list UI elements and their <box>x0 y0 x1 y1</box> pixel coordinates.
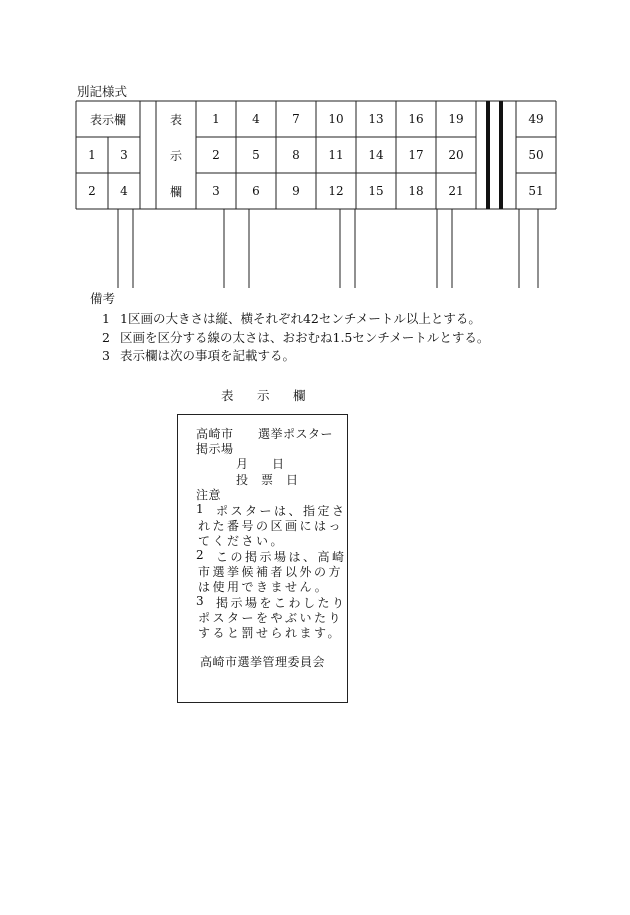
break-mark-left <box>486 101 490 209</box>
section-number: 49 <box>528 112 544 126</box>
section-number: 6 <box>252 184 260 198</box>
section-number: 19 <box>448 112 464 126</box>
section-number: 18 <box>408 184 424 198</box>
side-label-char: 示 <box>169 148 182 163</box>
notice-board-word: 掲示場 <box>196 442 234 456</box>
notice-item-number: 3 <box>196 594 205 608</box>
section-number: 3 <box>212 184 220 198</box>
notice-heading-char: 表 <box>221 388 234 403</box>
section-number: 2 <box>212 148 220 162</box>
notice-issuer: 高崎市選挙管理委員会 <box>200 655 326 669</box>
small-cell-number: 4 <box>120 184 128 198</box>
notice-item-line: てください。 <box>198 534 286 548</box>
remark-number: 3 <box>102 348 110 363</box>
notice-vote-day: 投 票 日 <box>236 473 299 487</box>
section-number: 9 <box>292 184 300 198</box>
break-mark-right <box>499 101 503 209</box>
notice-item-number: 1 <box>196 502 205 516</box>
notice-month: 月 <box>236 457 249 471</box>
section-number: 12 <box>328 184 344 198</box>
section-number: 1 <box>212 112 220 126</box>
section-number: 16 <box>408 112 424 126</box>
notice-item-line: は使用できません。 <box>198 580 330 594</box>
form-title: 別記様式 <box>77 84 128 99</box>
small-cell-number: 1 <box>88 148 96 162</box>
notice-heading-char: 欄 <box>293 388 306 403</box>
section-number: 14 <box>368 148 384 162</box>
notice-city: 高崎市 <box>196 427 234 441</box>
section-number: 5 <box>252 148 260 162</box>
section-number: 21 <box>448 184 464 198</box>
remark-number: 1 <box>102 311 110 326</box>
section-number: 51 <box>528 184 544 198</box>
side-label-char: 表 <box>169 112 182 127</box>
small-cell-number: 3 <box>120 148 128 162</box>
notice-item-line: すると罰せられます。 <box>198 626 343 640</box>
notice-item-line: この掲示場は、高崎 <box>216 550 347 564</box>
side-label-char: 欄 <box>169 184 182 199</box>
section-number: 13 <box>368 112 384 126</box>
notice-caution: 注意 <box>196 488 222 502</box>
display-field-label: 表示欄 <box>89 112 126 127</box>
notice-item-number: 2 <box>196 548 205 562</box>
section-number: 20 <box>448 148 464 162</box>
section-number: 4 <box>252 112 260 126</box>
section-number: 50 <box>528 148 544 162</box>
notice-board-type: 選挙ポスター <box>258 427 334 441</box>
remarks-title: 備考 <box>90 291 116 306</box>
notice-day: 日 <box>272 457 285 471</box>
notice-item-line: れた番号の区画にはっ <box>198 519 344 533</box>
notice-item-line: ポスターは、指定さ <box>216 504 347 518</box>
section-number: 15 <box>368 184 384 198</box>
remark-number: 2 <box>102 330 110 345</box>
remark-text: 1区画の大きさは縦、横それぞれ42センチメートル以上とする。 <box>120 311 481 326</box>
notice-heading-char: 示 <box>257 388 270 403</box>
section-number: 8 <box>292 148 300 162</box>
notice-item-line: 掲示場をこわしたり <box>216 596 347 610</box>
section-number: 10 <box>328 112 344 126</box>
section-number: 7 <box>292 112 300 126</box>
remark-text: 表示欄は次の事項を記載する。 <box>120 348 296 363</box>
notice-item-line: ポスターをやぶいたり <box>198 611 344 625</box>
small-cell-number: 2 <box>88 184 96 198</box>
notice-panel <box>177 414 348 703</box>
remark-text: 区画を区分する線の太さは、おおむね1.5センチメートルとする。 <box>120 330 490 345</box>
section-number: 11 <box>328 148 344 162</box>
notice-item-line: 市選挙候補者以外の方 <box>198 565 344 579</box>
section-number: 17 <box>408 148 424 162</box>
